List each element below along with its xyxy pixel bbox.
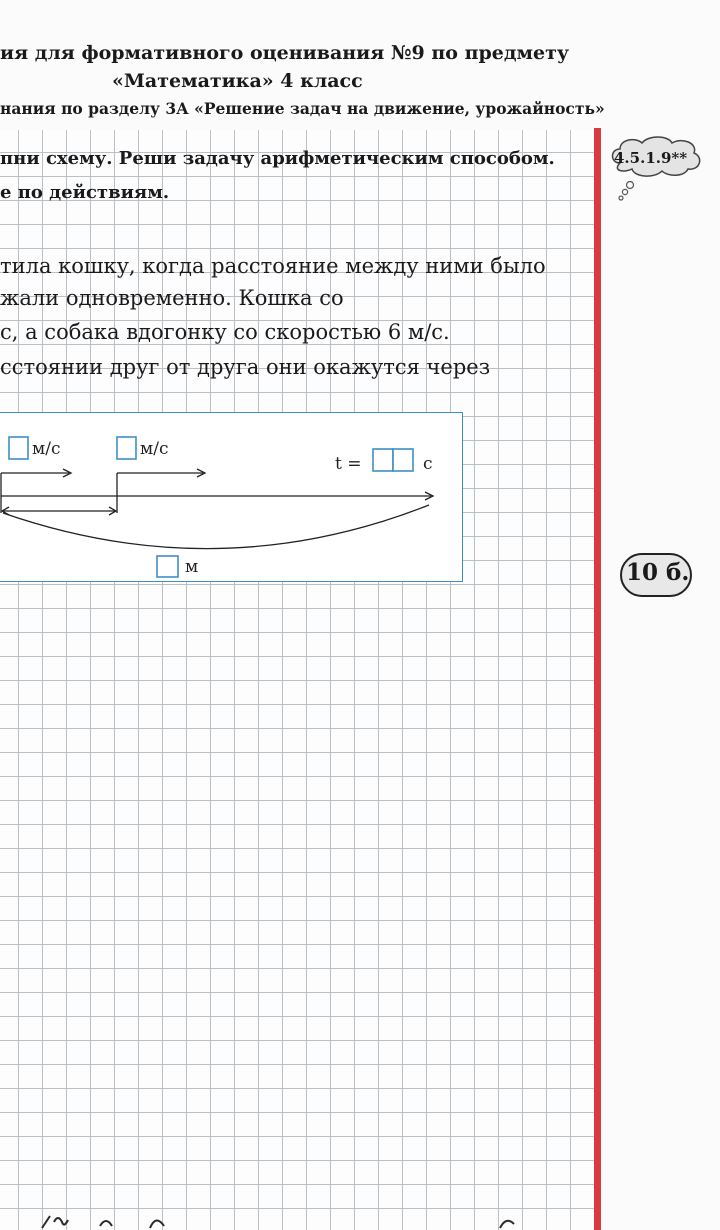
task-code-badge: 4.5.1.9** — [614, 149, 688, 167]
header-title-line2: «Математика» 4 класс — [112, 70, 363, 92]
time-input-box-1[interactable] — [373, 449, 393, 471]
time-label: t = — [335, 454, 362, 474]
problem-text-line1: тила кошку, когда расстояние между ними было — [0, 254, 546, 278]
time-unit: с — [423, 454, 433, 474]
speed1-input-box[interactable] — [9, 437, 28, 459]
problem-text-line4: сстоянии друг от друга они окажутся через — [0, 355, 491, 379]
motion-diagram-svg — [0, 413, 464, 583]
score-label: 10 б. — [626, 559, 690, 586]
cloud-tail-dots — [616, 180, 636, 202]
distance-input-box[interactable] — [157, 556, 178, 577]
distance-unit: м — [185, 557, 199, 577]
speed2-input-box[interactable] — [117, 437, 136, 459]
speed1-unit: м/с — [32, 439, 61, 459]
problem-text-line3: с, а собака вдогонку со скоростью 6 м/с. — [0, 320, 450, 344]
problem-text-line2: жали одновременно. Кошка со — [0, 286, 344, 310]
task-instruction-line1: пни схему. Реши задачу арифметическим способом. — [0, 148, 555, 169]
motion-diagram — [0, 412, 463, 582]
red-margin-line — [594, 128, 601, 1230]
header-subtitle: нания по разделу 3А «Решение задач на движение, урожайность» — [0, 99, 605, 118]
handwritten-scribble — [40, 1212, 560, 1230]
time-input-box-2[interactable] — [393, 449, 413, 471]
task-instruction-line2: е по действиям. — [0, 182, 170, 203]
speed2-unit: м/с — [140, 439, 169, 459]
header-title-line1: ия для формативного оценивания №9 по предмету — [0, 42, 570, 64]
